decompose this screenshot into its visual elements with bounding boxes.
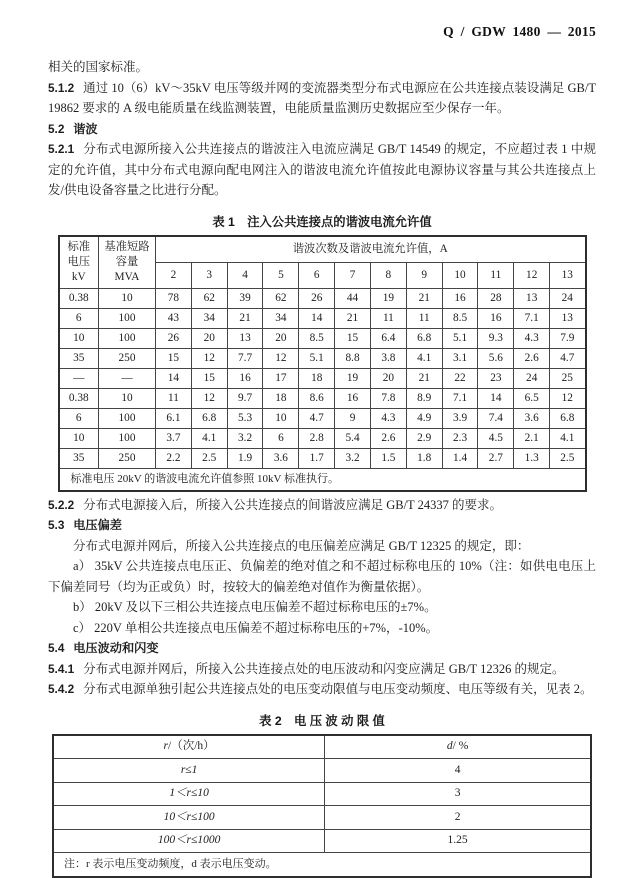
table-cell: 2.8 [299, 428, 335, 448]
table-cell: 4.9 [406, 408, 442, 428]
list-item-c: c） 220V 单相公共连接点电压偏差不超过标称电压的+7%，-10%。 [73, 620, 439, 635]
table-1-row [59, 408, 586, 428]
table-1-title: 注入公共连接点的谐波电流允许值 [247, 214, 432, 229]
th-unit: /（次/h） [168, 740, 215, 752]
th-fluctuation-frequency [53, 735, 325, 759]
th-order: 12 [514, 262, 550, 288]
clause-5-2-2 [48, 495, 596, 516]
table-cell: 22 [442, 368, 478, 388]
clause-number: 5.2 [48, 121, 65, 136]
table-cell: 62 [263, 288, 299, 308]
paragraph-5-3-intro: 分布式电源并网后，所接入公共连接点的电压偏差应满足 GB/T 12325 的规定，即： [73, 538, 530, 553]
table-cell-condition: 100＜r≤1000 [53, 829, 325, 853]
table-cell: 14 [299, 308, 335, 328]
table-cell: 9.7 [227, 388, 263, 408]
table-cell: 6.1 [156, 408, 192, 428]
table-cell: 10 [59, 428, 99, 448]
table-cell: 2.9 [406, 428, 442, 448]
table-cell: 11 [156, 388, 192, 408]
table-cell: 9 [335, 408, 371, 428]
list-item-b: b） 20kV 及以下三相公共连接点电压偏差不超过标称电压的±7%。 [73, 600, 437, 614]
table-cell: 4.7 [550, 348, 586, 368]
table-cell: 10 [99, 388, 156, 408]
table-cell: 3.8 [370, 348, 406, 368]
th-order: 3 [191, 262, 227, 288]
table-cell: 7.1 [442, 388, 478, 408]
table-cell: 5.4 [335, 428, 371, 448]
table-cell: 1.7 [299, 448, 335, 468]
table-1-row [59, 348, 586, 368]
table-cell: 100 [99, 308, 156, 328]
table-cell: — [59, 368, 99, 388]
table-1-header-row-1 [59, 236, 586, 263]
table-cell: 16 [335, 388, 371, 408]
variable-d: d [446, 740, 453, 752]
table-cell: 10 [59, 328, 99, 348]
table-cell: 21 [335, 308, 371, 328]
table-cell-limit: 2 [325, 806, 591, 830]
table-cell: 13 [514, 288, 550, 308]
table-cell: 14 [478, 388, 514, 408]
table-cell-limit: 1.25 [325, 829, 591, 853]
table-1-row [59, 288, 586, 308]
table-cell: 100 [99, 428, 156, 448]
th-order: 7 [335, 262, 371, 288]
clause-number: 5.4 [48, 641, 65, 655]
table-2-caption [48, 711, 596, 729]
th-line: 电压 [67, 255, 91, 268]
table-1-label: 表 1 [212, 214, 235, 229]
table-1-footnote: 标准电压 20kV 的谐波电流允许值参照 10kV 标准执行。 [59, 468, 586, 491]
table-cell: 7.4 [478, 408, 514, 428]
heading-5-3 [48, 515, 596, 536]
table-cell: 3.2 [227, 428, 263, 448]
clause-5-4-1 [48, 659, 596, 680]
table-cell: 7.8 [370, 388, 406, 408]
table-cell: 8.9 [406, 388, 442, 408]
table-cell: 78 [156, 288, 192, 308]
table-1-header [59, 236, 586, 289]
table-cell-limit: 4 [325, 759, 591, 783]
table-cell: — [99, 368, 156, 388]
table-cell: 19 [335, 368, 371, 388]
table-cell: 12 [263, 348, 299, 368]
table-2-header-row [53, 735, 591, 759]
table-cell: 3.9 [442, 408, 478, 428]
th-order: 10 [442, 262, 478, 288]
table-cell: 20 [370, 368, 406, 388]
table-cell: 3.6 [263, 448, 299, 468]
th-harmonic-orders-span: 谐波次数及谐波电流允许值，A [156, 236, 586, 263]
clause-text: 分布式电源接入后，所接入公共连接点的间谐波应满足 GB/T 24337 的要求。 [83, 497, 502, 512]
clause-number: 5.2.1 [48, 142, 75, 156]
table-2-body [53, 759, 591, 853]
table-cell: 7.9 [550, 328, 586, 348]
th-order: 13 [550, 262, 586, 288]
table-cell: 6 [263, 428, 299, 448]
th-base-short-circuit-capacity [99, 236, 156, 289]
table-cell: 8.8 [335, 348, 371, 368]
table-cell: 2.7 [478, 448, 514, 468]
table-cell: 13 [227, 328, 263, 348]
table-cell: 25 [550, 368, 586, 388]
table-cell: 8.6 [299, 388, 335, 408]
clause-5-1-2 [48, 78, 596, 119]
table-cell: 20 [191, 328, 227, 348]
th-line: kV [71, 270, 86, 283]
table-2-label: 表 2 [259, 713, 282, 728]
table-cell-condition: r≤1 [53, 759, 325, 783]
table-cell-limit: 3 [325, 782, 591, 806]
clause-number: 5.1.2 [48, 80, 75, 95]
th-line: MVA [114, 270, 140, 283]
table-cell: 11 [370, 308, 406, 328]
clause-number: 5.4.1 [48, 661, 75, 676]
table-cell: 21 [227, 308, 263, 328]
table-cell: 16 [478, 308, 514, 328]
table-1-row [59, 388, 586, 408]
table-cell: 1.8 [406, 448, 442, 468]
table-cell: 6.4 [370, 328, 406, 348]
table-cell: 5.1 [442, 328, 478, 348]
table-cell: 14 [156, 368, 192, 388]
table-cell: 5.6 [478, 348, 514, 368]
table-cell: 21 [406, 288, 442, 308]
heading-5-2 [48, 119, 596, 140]
table-cell: 20 [263, 328, 299, 348]
table-cell: 10 [99, 288, 156, 308]
th-unit: / % [452, 740, 469, 752]
table-cell: 6 [59, 308, 99, 328]
table-cell: 4.1 [406, 348, 442, 368]
table-cell: 4.5 [478, 428, 514, 448]
table-cell: 7.1 [514, 308, 550, 328]
table-cell: 35 [59, 448, 99, 468]
th-order: 6 [299, 262, 335, 288]
table-cell: 5.3 [227, 408, 263, 428]
paragraph-continuation: 相关的国家标准。 [48, 60, 149, 74]
clause-text: 分布式电源并网后，所接入公共连接点处的电压波动和闪变应满足 GB/T 12326 的规定。 [83, 661, 565, 676]
table-2-note-row [53, 853, 591, 877]
table-cell: 4.1 [191, 428, 227, 448]
table-cell: 43 [156, 308, 192, 328]
heading-text: 谐波 [73, 121, 98, 136]
table-cell: 6.8 [550, 408, 586, 428]
table-1-row [59, 328, 586, 348]
th-order: 8 [370, 262, 406, 288]
heading-text: 电压波动和闪变 [73, 641, 159, 655]
table-cell: 250 [99, 448, 156, 468]
th-line: 基准短路 [104, 240, 150, 253]
table-2-title: 电 压 波 动 限 值 [293, 713, 385, 728]
th-order: 9 [406, 262, 442, 288]
table-cell: 2.3 [442, 428, 478, 448]
table-cell: 0.38 [59, 288, 99, 308]
table-cell: 12 [191, 348, 227, 368]
table-cell: 12 [191, 388, 227, 408]
table-2-row [53, 782, 591, 806]
table-cell: 8.5 [442, 308, 478, 328]
table-2-voltage-fluctuation-limits [52, 734, 592, 878]
table-cell: 26 [299, 288, 335, 308]
table-1-harmonic-current-limits [58, 235, 587, 492]
table-cell: 4.1 [550, 428, 586, 448]
table-cell: 4.3 [370, 408, 406, 428]
clause-number: 5.4.2 [48, 682, 75, 696]
clause-text: 通过 10（6）kV～35kV 电压等级并网的变流器类型分布式电源应在公共连接点装设满足 GB/T 19862 要求的 A 级电能质量在线监测装置，电能质量监测历史数据应至少保存一年。 [48, 80, 596, 115]
table-2-header [53, 735, 591, 759]
table-cell: 62 [191, 288, 227, 308]
table-cell: 1.5 [370, 448, 406, 468]
table-cell: 3.6 [514, 408, 550, 428]
table-cell-condition: 1＜r≤10 [53, 782, 325, 806]
heading-5-4 [48, 638, 596, 659]
list-item-a: a） 35kV 公共连接点电压正、负偏差的绝对值之和不超过标称电压的 10%（注：如供电电压上下偏差同号（均为正或负）时，按较大的偏差绝对值作为衡量依据）。 [48, 559, 596, 594]
table-cell: 6.8 [191, 408, 227, 428]
table-cell: 6.5 [514, 388, 550, 408]
table-cell: 15 [191, 368, 227, 388]
heading-text: 电压偏差 [73, 518, 122, 532]
table-2-row [53, 759, 591, 783]
table-cell: 34 [191, 308, 227, 328]
table-1-body [59, 288, 586, 468]
clause-text: 分布式电源单独引起公共连接点处的电压变动限值与电压变动频度、电压等级有关，见表 2。 [83, 682, 593, 696]
table-2-footer [53, 853, 591, 877]
table-1-footnote-row [59, 468, 586, 491]
table-2-row [53, 829, 591, 853]
table-cell: 1.3 [514, 448, 550, 468]
table-cell: 3.2 [335, 448, 371, 468]
table-1-row [59, 368, 586, 388]
table-cell: 8.5 [299, 328, 335, 348]
table-cell: 17 [263, 368, 299, 388]
table-1-footer [59, 468, 586, 491]
table-cell: 23 [478, 368, 514, 388]
table-cell: 4.3 [514, 328, 550, 348]
table-cell: 2.6 [370, 428, 406, 448]
table-2-note: 注：r 表示电压变动频度，d 表示电压变动。 [53, 853, 591, 877]
table-cell: 19 [370, 288, 406, 308]
table-cell: 250 [99, 348, 156, 368]
table-cell: 26 [156, 328, 192, 348]
table-cell: 100 [99, 328, 156, 348]
table-cell: 16 [227, 368, 263, 388]
table-cell: 6 [59, 408, 99, 428]
table-1-row [59, 428, 586, 448]
th-order: 2 [156, 262, 192, 288]
th-line: 标准 [67, 240, 91, 253]
th-line: 容量 [115, 255, 139, 268]
th-standard-voltage [59, 236, 99, 289]
th-voltage-change [325, 735, 591, 759]
table-cell: 11 [406, 308, 442, 328]
table-cell: 0.38 [59, 388, 99, 408]
table-cell: 12 [550, 388, 586, 408]
clause-5-4-2 [48, 679, 596, 700]
table-1-row [59, 448, 586, 468]
th-order: 4 [227, 262, 263, 288]
th-order: 5 [263, 262, 299, 288]
table-cell: 24 [514, 368, 550, 388]
table-cell: 2.5 [550, 448, 586, 468]
table-cell: 10 [263, 408, 299, 428]
table-cell: 9.3 [478, 328, 514, 348]
table-cell: 15 [335, 328, 371, 348]
table-cell: 34 [263, 308, 299, 328]
table-cell: 13 [550, 308, 586, 328]
table-cell-condition: 10＜r≤100 [53, 806, 325, 830]
table-cell: 35 [59, 348, 99, 368]
clause-text: 分布式电源所接入公共连接点的谐波注入电流应满足 GB/T 14549 的规定，不应超过表 1 中规定的允许值，其中分布式电源向配电网注入的谐波电流允许值按此电源协议容量与其公共连接点上发/供电设备容量之比进行分配。 [48, 142, 596, 197]
table-1-row [59, 308, 586, 328]
table-1-caption [48, 212, 596, 230]
table-cell: 18 [299, 368, 335, 388]
clause-number: 5.2.2 [48, 497, 75, 512]
variable-r: r [163, 740, 169, 752]
table-cell: 100 [99, 408, 156, 428]
table-cell: 2.1 [514, 428, 550, 448]
table-cell: 18 [263, 388, 299, 408]
table-cell: 28 [478, 288, 514, 308]
clause-5-2-1 [48, 139, 596, 201]
table-cell: 6.8 [406, 328, 442, 348]
clause-number: 5.3 [48, 518, 65, 532]
table-cell: 7.7 [227, 348, 263, 368]
table-cell: 2.6 [514, 348, 550, 368]
table-cell: 16 [442, 288, 478, 308]
table-cell: 1.4 [442, 448, 478, 468]
table-cell: 1.9 [227, 448, 263, 468]
table-cell: 2.2 [156, 448, 192, 468]
table-cell: 24 [550, 288, 586, 308]
table-cell: 5.1 [299, 348, 335, 368]
table-cell: 21 [406, 368, 442, 388]
table-2-row [53, 806, 591, 830]
table-cell: 2.5 [191, 448, 227, 468]
document-code: Q / GDW 1480 — 2015 [443, 24, 596, 39]
table-cell: 15 [156, 348, 192, 368]
table-cell: 3.7 [156, 428, 192, 448]
table-cell: 4.7 [299, 408, 335, 428]
table-cell: 44 [335, 288, 371, 308]
table-cell: 39 [227, 288, 263, 308]
th-order: 11 [478, 262, 514, 288]
table-cell: 3.1 [442, 348, 478, 368]
